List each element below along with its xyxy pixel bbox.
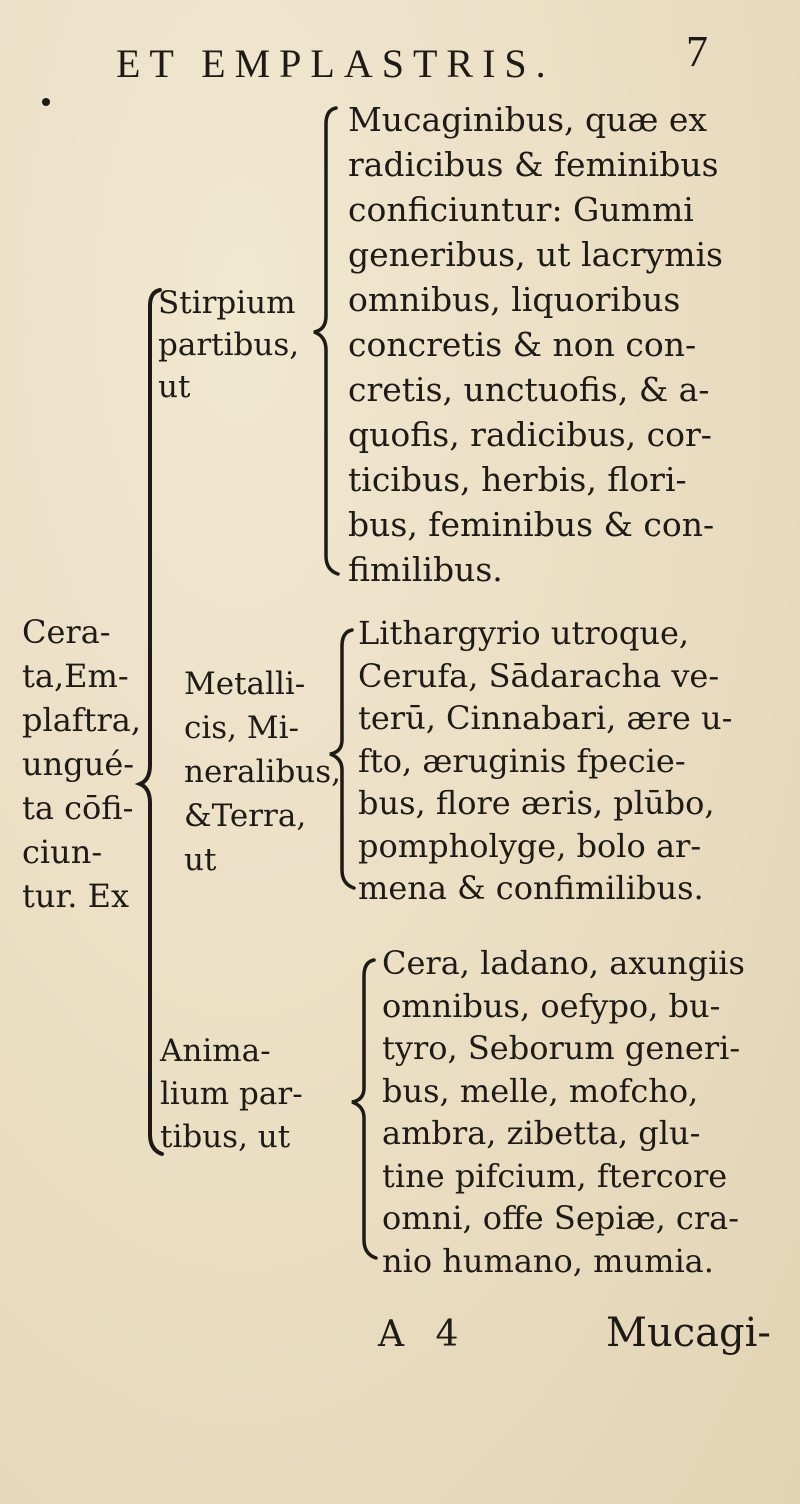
text-line: fimilibus. bbox=[348, 550, 503, 589]
text-line: mena & confimilibus. bbox=[358, 869, 704, 907]
text-line: cretis, unctuofis, & a- bbox=[348, 370, 710, 409]
text-line: bus, feminibus & con- bbox=[348, 505, 715, 544]
branch-label-line: &Terra, bbox=[184, 798, 307, 834]
branch-text-metallicis bbox=[358, 612, 732, 910]
text-line: concretis & non con- bbox=[348, 325, 697, 364]
text-line: fto, æruginis fpecie- bbox=[358, 741, 686, 780]
root-line: plaftra, bbox=[22, 701, 142, 739]
branch-text-animalium bbox=[382, 942, 745, 1282]
text-line: ambra, zibetta, glu- bbox=[382, 1114, 701, 1152]
text-line: nio humano, mumia. bbox=[382, 1241, 714, 1280]
branch-label-line: cis, Mi- bbox=[184, 710, 300, 746]
text-line: Cerufa, Sādaracha ve- bbox=[358, 656, 720, 695]
text-line: conficiuntur: Gummi bbox=[348, 190, 694, 229]
root-line: ciun- bbox=[22, 833, 103, 871]
text-line: tine pifcium, ftercore bbox=[382, 1156, 728, 1195]
text-line: bus, melle, mofcho, bbox=[382, 1071, 699, 1110]
catchword: Mucagi- bbox=[606, 1310, 771, 1356]
text-line: ticibus, herbis, flori- bbox=[348, 460, 687, 499]
text-line: omnibus, liquoribus bbox=[348, 280, 681, 319]
root-label bbox=[22, 610, 141, 918]
root-line: ta cōfi- bbox=[22, 789, 134, 827]
text-line: quofis, radicibus, cor- bbox=[348, 415, 712, 454]
running-head: ET EMPLASTRIS. bbox=[116, 41, 555, 86]
text-line: omni, offe Sepiæ, cra- bbox=[382, 1199, 740, 1237]
page-number: 7 bbox=[686, 27, 708, 76]
branch-label-line: ut bbox=[184, 842, 217, 878]
branch-label-line: Stirpium bbox=[158, 285, 296, 321]
text-line: Mucaginibus, quæ ex bbox=[348, 100, 708, 139]
animalium-brace bbox=[352, 960, 376, 1258]
text-line: terū, Cinnabari, ære u- bbox=[358, 699, 733, 737]
stirpium-brace bbox=[314, 108, 338, 574]
branch-label-line: neralibus, bbox=[184, 754, 342, 790]
text-line: pompholyge, bolo ar- bbox=[358, 826, 702, 865]
text-line: omnibus, oefypo, bu- bbox=[382, 986, 721, 1025]
text-line: generibus, ut lacrymis bbox=[348, 235, 723, 274]
signature-mark: A 4 bbox=[378, 1314, 469, 1355]
text-line: bus, flore æris, plūbo, bbox=[358, 784, 715, 822]
root-line: ta,Em- bbox=[22, 657, 129, 695]
branch-label-line: lium par- bbox=[160, 1076, 303, 1112]
branch-label-line: Metalli- bbox=[184, 666, 306, 702]
branch-label-line: tibus, ut bbox=[160, 1119, 291, 1155]
text-line: radicibus & feminibus bbox=[348, 145, 719, 184]
branch-label-line: ut bbox=[158, 369, 191, 405]
text-line: tyro, Seborum generi- bbox=[382, 1029, 741, 1067]
branch-label-animalium bbox=[160, 1030, 303, 1159]
branch-text-stirpium bbox=[348, 97, 723, 592]
branch-label-stirpium bbox=[158, 282, 299, 408]
branch-label-line: partibus, bbox=[158, 327, 300, 363]
text-line: Lithargyrio utroque, bbox=[358, 614, 690, 652]
branch-label-metallicis bbox=[184, 662, 341, 882]
root-line: Cera- bbox=[22, 613, 111, 651]
text-line: Cera, ladano, axungiis bbox=[382, 944, 745, 982]
root-line: ungué- bbox=[22, 745, 135, 783]
outer-brace bbox=[140, 290, 162, 1154]
root-line: tur. Ex bbox=[22, 877, 129, 915]
branch-label-line: Anima- bbox=[160, 1033, 271, 1069]
